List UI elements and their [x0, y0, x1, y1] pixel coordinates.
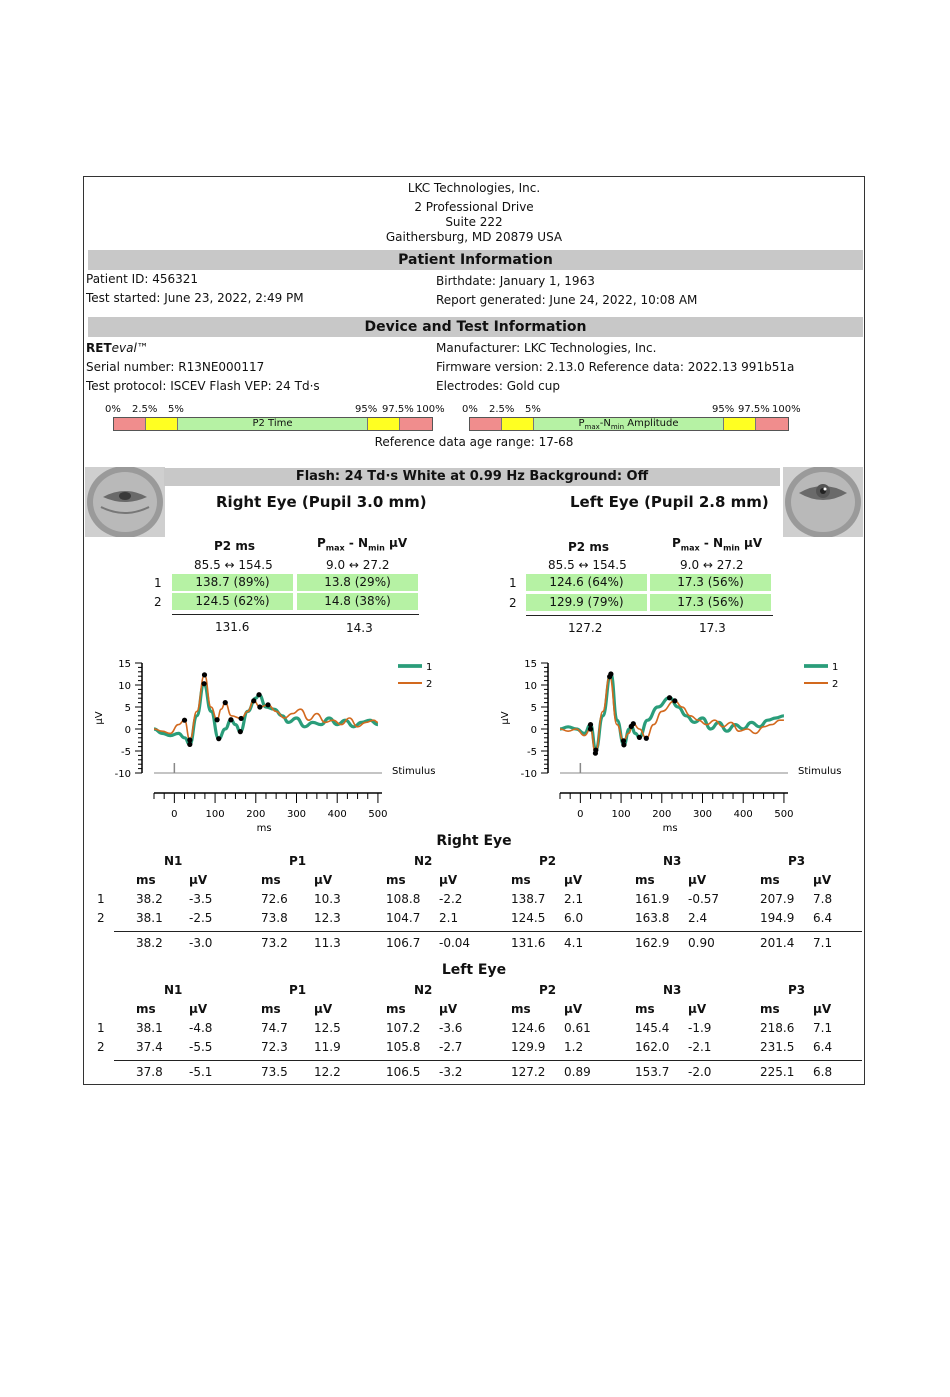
logo-eval: eval	[111, 341, 137, 355]
right-peak-row-1-value: 72.6	[261, 892, 288, 906]
x-tick-label: 300	[692, 809, 713, 820]
x-tick-label: 500	[774, 809, 794, 820]
stimulus-label: Stimulus	[798, 766, 842, 777]
right-eye-amp-range: 9.0 ↔ 27.2	[326, 558, 390, 572]
y-tick-label: 10	[524, 681, 537, 692]
left-eye-p2-range: 85.5 ↔ 154.5	[548, 558, 627, 572]
peak-marker	[607, 674, 612, 679]
right-peak-row-1-value: 138.7	[511, 892, 546, 906]
stimulus-label: Stimulus	[392, 766, 436, 777]
right-peak-unit-ms: ms	[136, 873, 156, 887]
y-tick-label: 10	[118, 681, 131, 692]
ref-right-pct-0: 0%	[462, 404, 478, 415]
left-eye-row-2-amp: 17.3 (56%)	[650, 594, 771, 611]
left-peak-avg-value: 12.2	[314, 1065, 341, 1079]
ref-right-pct-4: 97.5%	[738, 404, 770, 415]
left-eye-amp-range: 9.0 ↔ 27.2	[680, 558, 744, 572]
left-eye-row-2-index: 2	[509, 596, 517, 610]
company-address-line2: Suite 222	[445, 215, 503, 229]
right-peak-unit-uv: µV	[189, 873, 208, 887]
left-eye-title: Left Eye (Pupil 2.8 mm)	[570, 493, 769, 511]
peak-marker	[215, 717, 220, 722]
right-peak-row-2-value: 104.7	[386, 911, 421, 925]
right-peak-row-1-value: -2.2	[439, 892, 463, 906]
peak-marker	[238, 729, 243, 734]
left-peak-row-1-value: 38.1	[136, 1021, 163, 1035]
right-peak-row-1-value: 108.8	[386, 892, 421, 906]
peak-marker	[202, 672, 207, 677]
ref-right-pct-3: 95%	[712, 404, 735, 415]
x-tick-label: 200	[246, 809, 266, 820]
left-peak-avg-value: 6.8	[813, 1065, 833, 1079]
left-peak-row-1-value: 107.2	[386, 1021, 421, 1035]
peak-marker	[182, 718, 187, 723]
company-address-line1: 2 Professional Drive	[414, 200, 534, 214]
flash-condition-title: Flash: 24 Td·s White at 0.99 Hz Background: Off	[164, 468, 780, 486]
left-peak-row-1-value: 7.1	[813, 1021, 833, 1035]
y-axis-label: µV	[94, 711, 105, 725]
left-peak-row-2-value: 37.4	[136, 1040, 163, 1054]
right-peak-row-1-index: 1	[97, 892, 105, 906]
left-peak-row-1-value: 145.4	[635, 1021, 670, 1035]
right-peak-row-1-value: 161.9	[635, 892, 670, 906]
right-peak-unit-uv: µV	[439, 873, 458, 887]
right-peak-avg-value: -0.04	[439, 936, 471, 950]
left-eye-row-1-amp: 17.3 (56%)	[650, 574, 771, 591]
left-peak-row-2-value: -2.7	[439, 1040, 463, 1054]
left-peak-row-1-value: 0.61	[564, 1021, 591, 1035]
peak-marker	[593, 751, 598, 756]
left-eye-amp-head: $P_{max} - N_{min}$ µV	[672, 536, 763, 553]
right-peak-avg-value: 4.1	[564, 936, 584, 950]
left-peak-title: Left Eye	[441, 962, 507, 978]
left-peak-group-p1: P1	[289, 983, 307, 997]
right-peak-avg-value: 131.6	[511, 936, 546, 950]
y-tick-label: 5	[124, 703, 131, 714]
birthdate: Birthdate: January 1, 1963	[436, 274, 595, 288]
right-peak-avg-value: 38.2	[136, 936, 163, 950]
right-eye-row-1-p2: 138.7 (89%)	[172, 574, 293, 591]
peak-marker	[187, 737, 192, 742]
manufacturer: Manufacturer: LKC Technologies, Inc.	[436, 341, 657, 355]
ref-left-pct-4: 97.5%	[382, 404, 414, 415]
patient-section-title: Patient Information	[88, 250, 863, 270]
left-peak-row-2-value: -2.1	[688, 1040, 712, 1054]
ref-bar-p2-time	[113, 417, 433, 431]
left-peak-avg-value: 0.89	[564, 1065, 591, 1079]
left-eye-summary-divider	[526, 615, 773, 616]
peak-marker	[644, 736, 649, 741]
right-eye-photo	[85, 467, 165, 537]
right-eye-row-2-p2: 124.5 (62%)	[172, 593, 293, 610]
ref-left-pct-2: 5%	[168, 404, 184, 415]
right-eye-row-1-amp: 13.8 (29%)	[297, 574, 418, 591]
right-peak-row-1-value: 2.1	[564, 892, 584, 906]
right-peak-group-p3: P3	[788, 854, 806, 868]
peak-marker	[637, 735, 642, 740]
x-axis-label: ms	[256, 823, 272, 833]
right-peak-avg-value: 201.4	[760, 936, 795, 950]
ref-right-pct-2: 5%	[525, 404, 541, 415]
legend-label-1: 1	[426, 662, 433, 673]
right-eye-avg-amp: 14.3	[346, 621, 373, 635]
right-peak-row-2-value: -2.5	[189, 911, 213, 925]
right-peak-title: Right Eye	[436, 833, 512, 849]
right-eye-waveform-plot	[84, 653, 464, 836]
right-eye-title: Right Eye (Pupil 3.0 mm)	[216, 493, 427, 511]
right-eye-amp-head: $P_{max} - N_{min}$ µV	[317, 536, 408, 553]
right-peak-unit-ms: ms	[261, 873, 281, 887]
left-peak-avg-value: 106.5	[386, 1065, 421, 1079]
peak-marker	[672, 698, 677, 703]
left-peak-row-1-value: 218.6	[760, 1021, 795, 1035]
right-peak-group-n3: N3	[663, 854, 682, 868]
left-peak-row-2-value: 72.3	[261, 1040, 288, 1054]
test-started: Test started: June 23, 2022, 2:49 PM	[86, 291, 304, 305]
left-peak-unit-ms: ms	[386, 1002, 406, 1016]
y-tick-label: 5	[530, 703, 537, 714]
left-peak-row-2-value: 6.4	[813, 1040, 833, 1054]
left-peak-avg-value: 37.8	[136, 1065, 163, 1079]
x-tick-label: 100	[611, 809, 631, 820]
left-peak-row-1-value: -4.8	[189, 1021, 213, 1035]
ref-right-pct-5: 100%	[772, 404, 801, 415]
right-peak-row-2-value: 6.0	[564, 911, 584, 925]
left-eye-avg-p2: 127.2	[568, 621, 603, 635]
peak-marker	[667, 695, 672, 700]
peak-marker	[265, 702, 270, 707]
right-peak-unit-uv: µV	[314, 873, 333, 887]
left-peak-unit-uv: µV	[439, 1002, 458, 1016]
peak-marker	[228, 717, 233, 722]
right-peak-avg-value: 0.90	[688, 936, 715, 950]
left-peak-row-2-value: 1.2	[564, 1040, 584, 1054]
left-peak-avg-value: -3.2	[439, 1065, 463, 1079]
left-peak-divider	[114, 1060, 862, 1061]
left-eye-avg-amp: 17.3	[699, 621, 726, 635]
left-peak-avg-value: 225.1	[760, 1065, 795, 1079]
right-peak-unit-uv: µV	[813, 873, 832, 887]
right-peak-row-2-value: 163.8	[635, 911, 670, 925]
right-peak-row-2-index: 2	[97, 911, 105, 925]
right-peak-unit-ms: ms	[635, 873, 655, 887]
logo-ret: RET	[86, 341, 112, 355]
peak-marker	[216, 736, 221, 741]
left-peak-row-1-value: 124.6	[511, 1021, 546, 1035]
x-tick-label: 300	[286, 809, 307, 820]
right-eye-p2-head: P2 ms	[214, 539, 255, 553]
peak-marker	[588, 726, 593, 731]
left-peak-row-2-value: -5.5	[189, 1040, 213, 1054]
left-eye-p2-head: P2 ms	[568, 540, 609, 554]
electrodes: Electrodes: Gold cup	[436, 379, 560, 393]
legend-label-2: 2	[426, 679, 433, 690]
left-peak-avg-value: 127.2	[511, 1065, 546, 1079]
right-peak-group-p2: P2	[539, 854, 557, 868]
left-peak-row-2-index: 2	[97, 1040, 105, 1054]
left-peak-group-n2: N2	[414, 983, 433, 997]
serial-number: Serial number: R13NE000117	[86, 360, 265, 374]
peak-marker	[251, 698, 256, 703]
left-peak-avg-value: 73.5	[261, 1065, 288, 1079]
left-peak-row-2-value: 129.9	[511, 1040, 546, 1054]
right-eye-waveform-svg	[84, 653, 464, 833]
right-peak-row-2-value: 2.1	[439, 911, 459, 925]
right-peak-avg-value: 11.3	[314, 936, 341, 950]
left-peak-unit-uv: µV	[189, 1002, 208, 1016]
y-tick-label: -10	[520, 769, 537, 780]
left-peak-row-2-value: 162.0	[635, 1040, 670, 1054]
right-peak-avg-value: 73.2	[261, 936, 288, 950]
report	[83, 176, 865, 1085]
y-tick-label: 0	[530, 725, 537, 736]
left-peak-row-2-value: 231.5	[760, 1040, 795, 1054]
series-1-line	[560, 674, 784, 750]
peak-marker	[631, 721, 636, 726]
right-peak-unit-ms: ms	[760, 873, 780, 887]
x-axis-label: ms	[662, 823, 678, 833]
right-eye-p2-range: 85.5 ↔ 154.5	[194, 558, 273, 572]
test-protocol: Test protocol: ISCEV Flash VEP: 24 Td·s	[86, 379, 320, 393]
right-peak-row-1-value: 38.2	[136, 892, 163, 906]
right-peak-divider	[114, 931, 862, 932]
right-peak-row-2-value: 6.4	[813, 911, 833, 925]
left-peak-avg-value: -5.1	[189, 1065, 213, 1079]
left-peak-row-1-value: 74.7	[261, 1021, 288, 1035]
y-tick-label: 15	[524, 659, 537, 670]
right-peak-row-2-value: 2.4	[688, 911, 708, 925]
y-tick-label: -10	[114, 769, 131, 780]
left-eye-row-1-index: 1	[509, 576, 517, 590]
left-peak-unit-ms: ms	[136, 1002, 156, 1016]
right-eye-row-1-index: 1	[154, 576, 162, 590]
y-tick-label: -5	[121, 747, 131, 758]
left-peak-row-1-index: 1	[97, 1021, 105, 1035]
firmware-version: Firmware version: 2.13.0 Reference data: 2022.13 991b51a	[436, 360, 795, 374]
y-tick-label: 15	[118, 659, 131, 670]
x-tick-label: 0	[577, 809, 584, 820]
y-tick-label: 0	[124, 725, 131, 736]
ref-left-pct-5: 100%	[416, 404, 445, 415]
peak-marker	[256, 692, 261, 697]
right-peak-unit-uv: µV	[564, 873, 583, 887]
left-peak-row-1-value: -1.9	[688, 1021, 712, 1035]
legend-label-2: 2	[832, 679, 839, 690]
left-eye-waveform-svg	[490, 653, 866, 833]
peak-marker	[257, 704, 262, 709]
left-peak-avg-value: 153.7	[635, 1065, 670, 1079]
x-tick-label: 200	[652, 809, 672, 820]
left-peak-group-p2: P2	[539, 983, 557, 997]
left-peak-unit-ms: ms	[760, 1002, 780, 1016]
right-peak-row-1-value: 7.8	[813, 892, 833, 906]
x-tick-label: 100	[205, 809, 225, 820]
right-peak-unit-uv: µV	[688, 873, 707, 887]
left-peak-row-2-value: 105.8	[386, 1040, 421, 1054]
x-tick-label: 0	[171, 809, 178, 820]
ref-bar-amplitude	[469, 417, 789, 431]
left-peak-row-1-value: 12.5	[314, 1021, 341, 1035]
right-peak-avg-value: 162.9	[635, 936, 670, 950]
right-eye-avg-p2: 131.6	[215, 620, 250, 634]
right-peak-row-1-value: 207.9	[760, 892, 795, 906]
left-peak-unit-ms: ms	[261, 1002, 281, 1016]
left-peak-avg-value: -2.0	[688, 1065, 712, 1079]
right-peak-unit-ms: ms	[511, 873, 531, 887]
device-section-title: Device and Test Information	[88, 317, 863, 337]
right-peak-unit-ms: ms	[386, 873, 406, 887]
right-peak-avg-value: 106.7	[386, 936, 421, 950]
left-eye-row-2-p2: 129.9 (79%)	[526, 594, 647, 611]
left-peak-row-1-value: -3.6	[439, 1021, 463, 1035]
left-peak-unit-uv: µV	[813, 1002, 832, 1016]
left-eye-photo	[783, 467, 863, 537]
y-axis-label: µV	[500, 711, 511, 725]
left-peak-row-2-value: 11.9	[314, 1040, 341, 1054]
right-peak-group-n2: N2	[414, 854, 433, 868]
logo-tm: ™	[136, 341, 149, 355]
left-peak-unit-uv: µV	[564, 1002, 583, 1016]
peak-marker	[239, 716, 244, 721]
left-peak-group-n1: N1	[164, 983, 183, 997]
right-peak-avg-value: -3.0	[189, 936, 213, 950]
peak-marker	[223, 700, 228, 705]
ref-right-pct-1: 2.5%	[489, 404, 515, 415]
right-peak-row-2-value: 73.8	[261, 911, 288, 925]
right-peak-row-1-value: -0.57	[688, 892, 720, 906]
left-peak-group-n3: N3	[663, 983, 682, 997]
ref-bar-p2-label: P2 Time	[178, 418, 368, 430]
series-2-line	[560, 677, 784, 754]
right-peak-group-n1: N1	[164, 854, 183, 868]
y-tick-label: -5	[527, 747, 537, 758]
right-peak-row-1-value: -3.5	[189, 892, 213, 906]
left-peak-group-p3: P3	[788, 983, 806, 997]
right-eye-summary-divider	[172, 614, 419, 615]
right-peak-row-2-value: 38.1	[136, 911, 163, 925]
x-tick-label: 400	[327, 809, 347, 820]
report-generated: Report generated: June 24, 2022, 10:08 AM	[436, 293, 698, 307]
right-peak-avg-value: 7.1	[813, 936, 833, 950]
left-eye-waveform-plot	[490, 653, 866, 836]
right-eye-row-2-index: 2	[154, 595, 162, 609]
left-peak-unit-uv: µV	[688, 1002, 707, 1016]
company-name: LKC Technologies, Inc.	[407, 181, 541, 195]
peak-marker	[201, 681, 206, 686]
legend-label-1: 1	[832, 662, 839, 673]
ref-left-pct-1: 2.5%	[132, 404, 158, 415]
company-address-line3: Gaithersburg, MD 20879 USA	[385, 230, 563, 244]
ref-bar-amplitude-label: $P_{max}-N_{min}$ Amplitude	[534, 418, 724, 430]
peak-marker	[621, 738, 626, 743]
left-eye-row-1-p2: 124.6 (64%)	[526, 574, 647, 591]
right-eye-row-2-amp: 14.8 (38%)	[297, 593, 418, 610]
right-peak-row-2-value: 12.3	[314, 911, 341, 925]
left-peak-unit-ms: ms	[635, 1002, 655, 1016]
reteval-logo	[86, 341, 149, 355]
left-peak-unit-ms: ms	[511, 1002, 531, 1016]
right-peak-group-p1: P1	[289, 854, 307, 868]
x-tick-label: 500	[368, 809, 388, 820]
patient-id: Patient ID: 456321	[86, 272, 199, 286]
right-peak-row-2-value: 124.5	[511, 911, 546, 925]
right-peak-row-2-value: 194.9	[760, 911, 795, 925]
x-tick-label: 400	[733, 809, 753, 820]
ref-left-pct-0: 0%	[105, 404, 121, 415]
ref-age-range: Reference data age range: 17-68	[374, 435, 574, 449]
right-peak-row-1-value: 10.3	[314, 892, 341, 906]
ref-left-pct-3: 95%	[355, 404, 378, 415]
left-peak-unit-uv: µV	[314, 1002, 333, 1016]
